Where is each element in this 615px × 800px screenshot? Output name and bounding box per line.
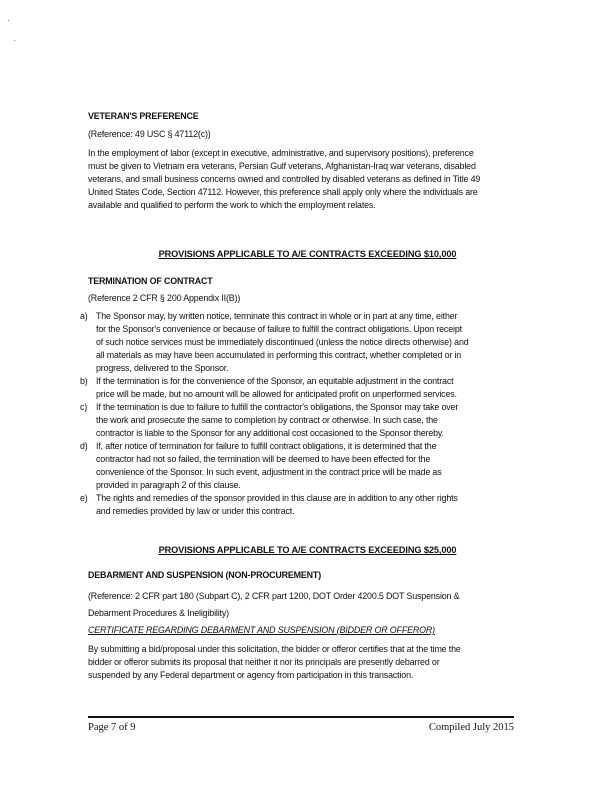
text-line: contractor is liable to the Sponsor for any additional cost occasioned to the Sponsor thereby.: [96, 428, 444, 438]
text-line: must be given to Vietnam era veterans, Persian Gulf veterans, Afghanistan-Iraq war veterans, disabled: [88, 161, 476, 171]
scan-speck: [8, 20, 9, 21]
termination-reference: (Reference 2 CFR § 200 Appendix II(B)): [88, 293, 241, 303]
page-number: Page 7 of 9: [88, 722, 136, 733]
text-line: price will be made, but no amount will be allowed for anticipated profit on unperformed services.: [96, 389, 457, 399]
text-line: for the Sponsor's convenience or because of failure to fulfill the contract obligations. Upon receipt: [96, 324, 462, 334]
text-line: If the termination is due to failure to fulfill the contractor's obligations, the Sponsor may take over: [96, 402, 459, 412]
text-line: convenience of the Sponsor. In such event, adjustment in the contract price will be made as: [96, 467, 442, 477]
text-line: By submitting a bid/proposal under this solicitation, the bidder or offeror certifies that at the time the: [88, 644, 461, 654]
text-line: The Sponsor may, by written notice, terminate this contract in whole or in part at any time, either: [96, 311, 458, 321]
text-line: available and qualified to perform the work to which the employment relates.: [88, 200, 376, 210]
debarment-heading: DEBARMENT AND SUSPENSION (NON-PROCUREMENT): [88, 570, 321, 580]
certificate-title: CERTIFICATE REGARDING DEBARMENT AND SUSPENSION (BIDDER OR OFFEROR): [88, 625, 435, 635]
text-line: veterans, and small business concerns owned and controlled by disabled veterans as defined in Title 49: [88, 174, 481, 184]
list-item-label: e): [80, 493, 88, 503]
text-line: the work and prosecute the same to completion by contract or otherwise. In such case, the: [96, 415, 438, 425]
list-item: [80, 310, 469, 375]
text-line: suspended by any Federal department or agency from participation in this transaction.: [88, 670, 414, 680]
scan-speck: [14, 40, 15, 41]
section-heading-25000: PROVISIONS APPLICABLE TO A/E CONTRACTS EXCEEDING $25,000: [158, 545, 457, 555]
list-item: [80, 492, 469, 518]
text-line: If the termination is for the convenience of the Sponsor, an equitable adjustment in the contract: [96, 376, 454, 386]
list-item-label: a): [80, 311, 88, 321]
text-line: (Reference: 2 CFR part 180 (Subpart C), 2 CFR part 1200, DOT Order 4200.5 DOT Suspension &: [88, 591, 460, 601]
text-line: of such notice services must be immediately discontinued (unless the notice directs otherwise) and: [96, 337, 469, 347]
veterans-heading: VETERAN'S PREFERENCE: [88, 111, 199, 121]
section-heading-10000: PROVISIONS APPLICABLE TO A/E CONTRACTS EXCEEDING $10,000: [158, 249, 457, 259]
text-line: contractor had not so failed, the termination will be deemed to have been effected for the: [96, 454, 431, 464]
list-item: [80, 401, 469, 440]
termination-heading: TERMINATION OF CONTRACT: [88, 276, 213, 286]
debarment-reference: [88, 588, 459, 622]
list-item-label: b): [80, 376, 88, 386]
text-line: United States Code, Section 47112. However, this preference shall apply only where the individuals are: [88, 187, 478, 197]
text-line: provided in paragraph 2 of this clause.: [96, 480, 241, 490]
termination-list: [80, 310, 469, 518]
veterans-reference: (Reference: 49 USC § 47112(c)): [88, 129, 211, 139]
list-item-label: d): [80, 441, 88, 451]
text-line: The rights and remedies of the sponsor provided in this clause are in addition to any other rights: [96, 493, 458, 503]
text-line: progress, delivered to the Sponsor.: [96, 363, 229, 373]
text-line: bidder or offeror submits its proposal that neither it nor its principals are presently debarred or: [88, 657, 440, 667]
text-line: all materials as may have been accumulated in performing this contract, whether completed or in: [96, 350, 462, 360]
compiled-date: Compiled July 2015: [428, 722, 514, 733]
list-item: [80, 375, 469, 401]
veterans-paragraph: [88, 147, 480, 212]
certificate-paragraph: [88, 643, 461, 682]
text-line: If, after notice of termination for failure to fulfill contract obligations, it is determined that the: [96, 441, 437, 451]
list-item-label: c): [80, 402, 88, 412]
text-line: Debarment Procedures & Ineligibility): [88, 608, 229, 618]
list-item: [80, 440, 469, 492]
text-line: and remedies provided by law or under this contract.: [96, 506, 295, 516]
footer-rule: [88, 716, 514, 718]
text-line: In the employment of labor (except in executive, administrative, and supervisory positions), preference: [88, 148, 474, 158]
